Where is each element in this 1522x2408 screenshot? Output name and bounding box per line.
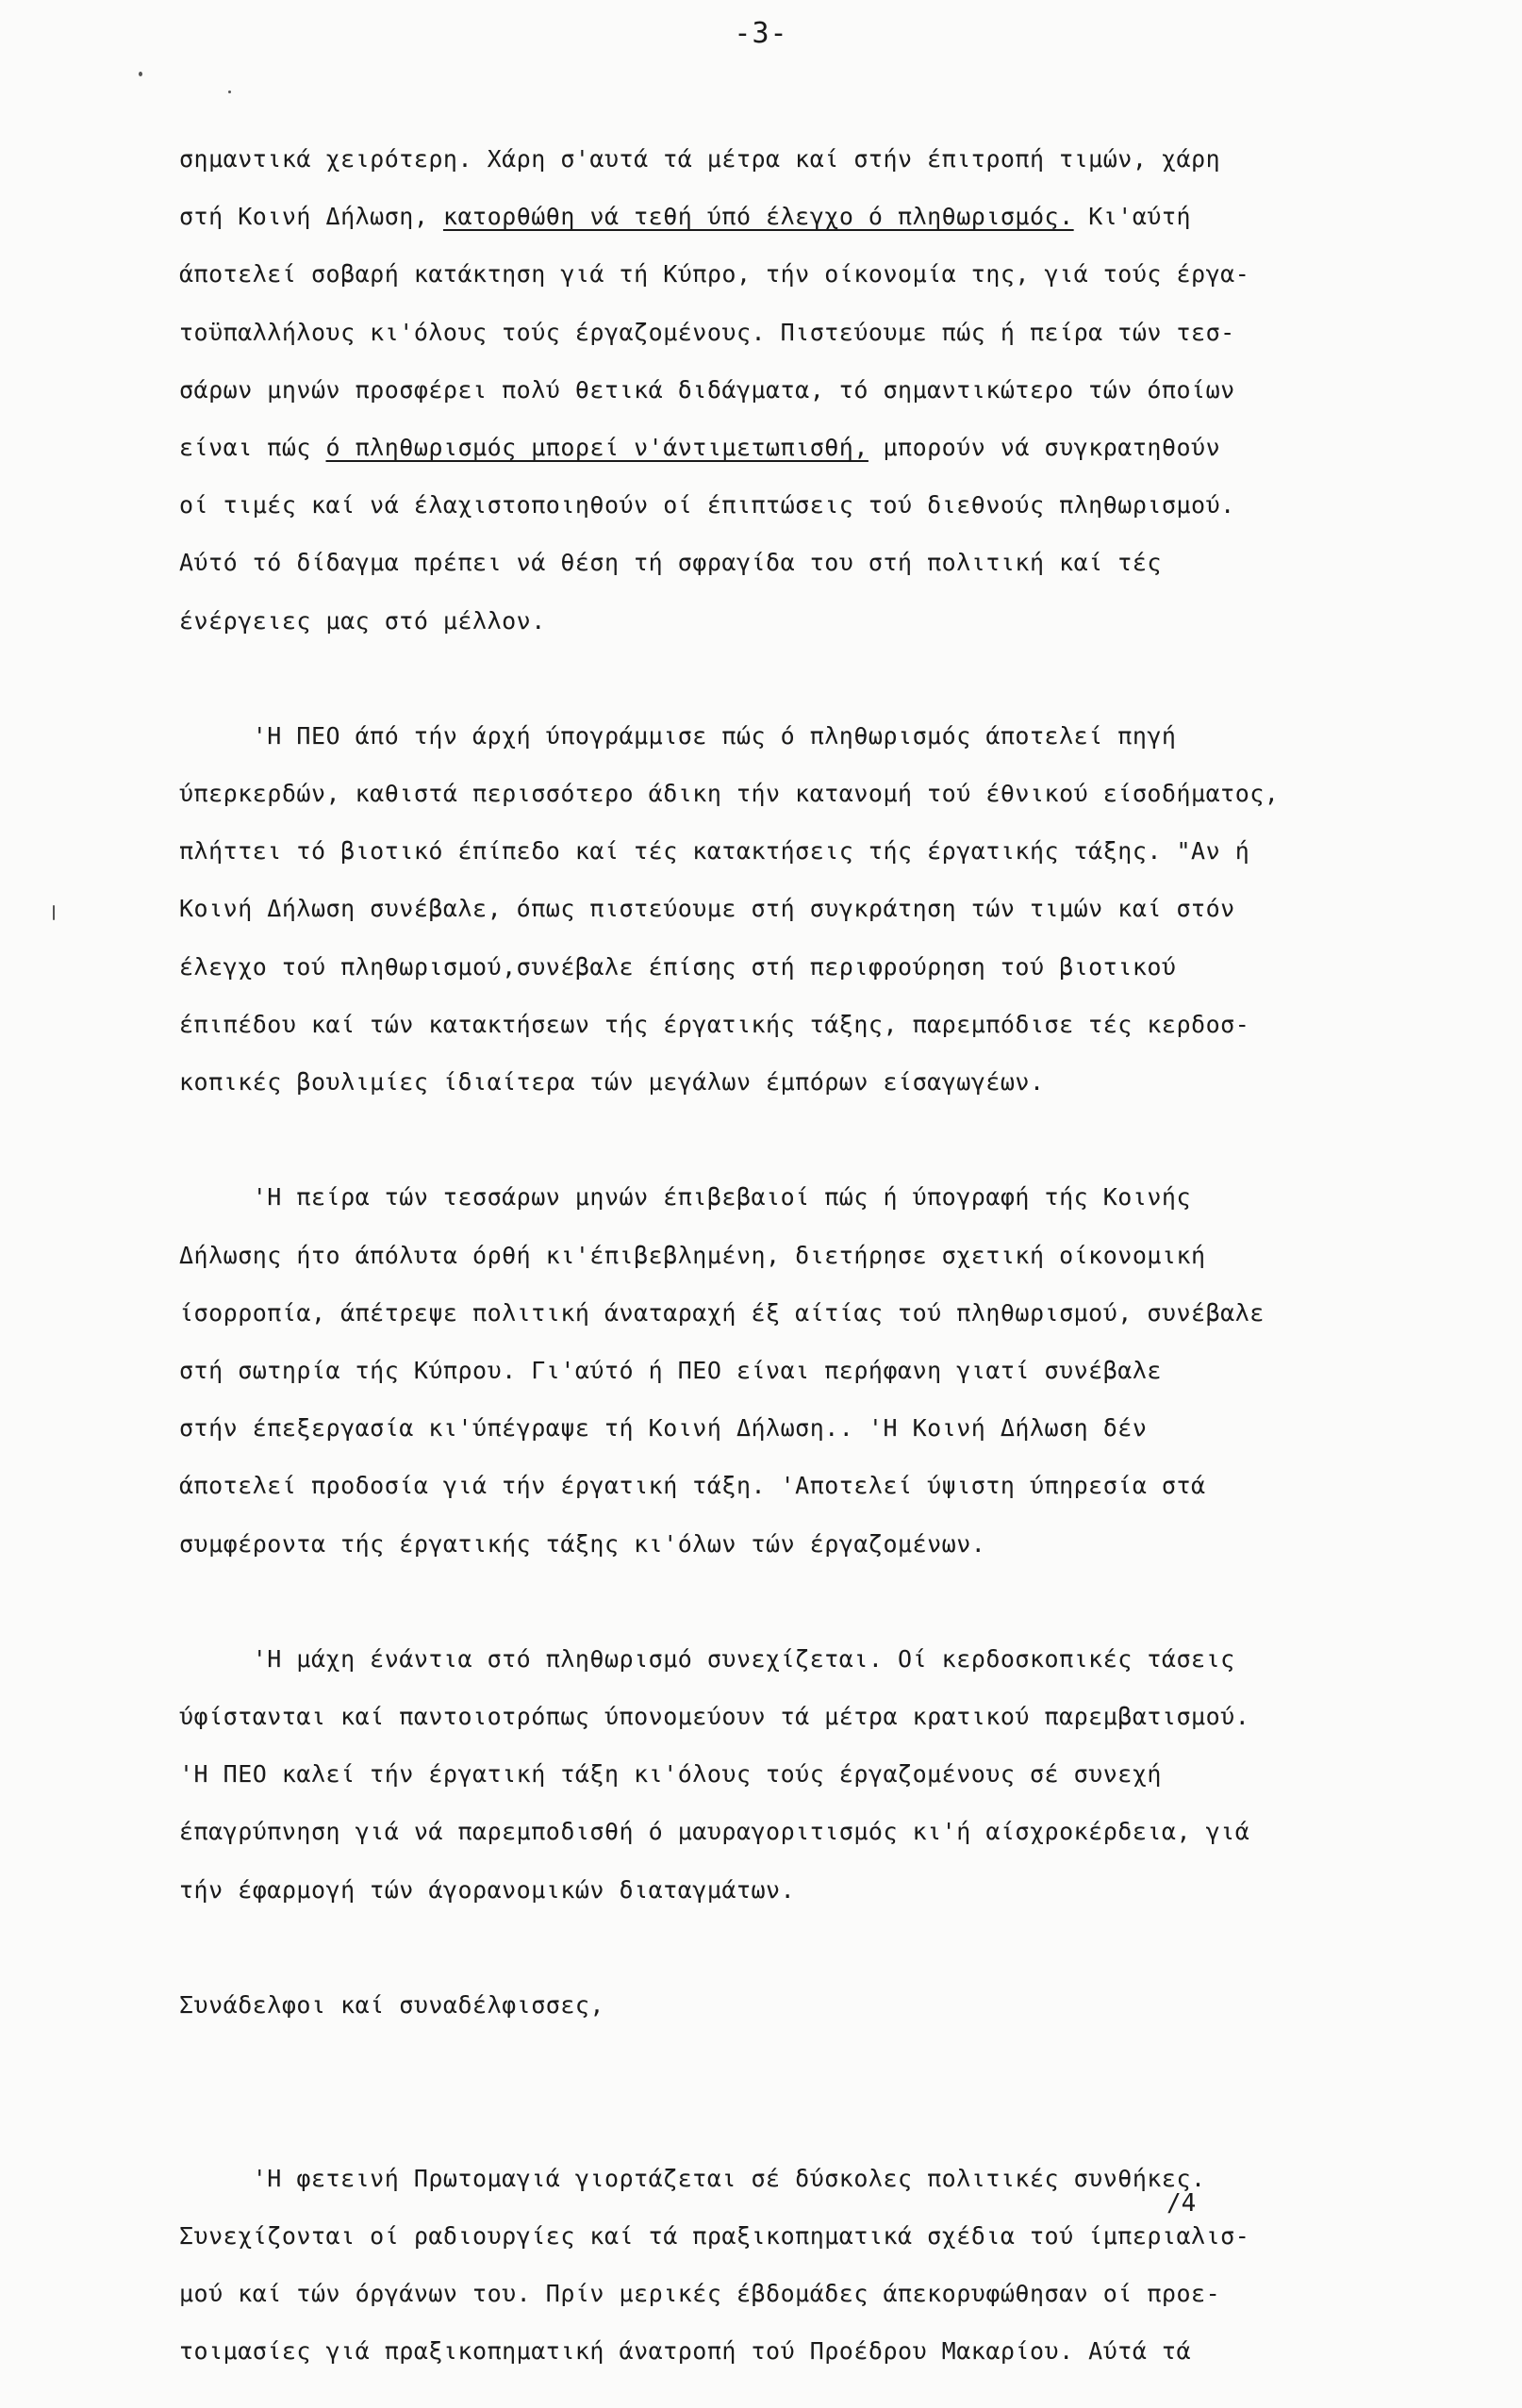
- text-segment: 'Η πείρα τών τεσσάρων μηνών έπιβεβαιοί πώς ή ύπογραφή τής Κοινής: [179, 1183, 1192, 1212]
- text-segment: οί τιμές καί νά έλαχιστοποιηθούν οί έπιπτώσεις τού διεθνούς πληθωρισμού.: [179, 491, 1235, 520]
- text-line: [179, 822, 1377, 880]
- page-number: -3-: [734, 17, 788, 50]
- text-segment: συμφέροντα τής έργατικής τάξης κι'όλων τών έργαζομένων.: [179, 1529, 986, 1558]
- text-segment: Δήλωσης ήτο άπόλυτα όρθή κι'έπιβεβλημένη, διετήρησε σχετική οίκονομική: [179, 1241, 1206, 1269]
- text-line: [179, 1515, 1377, 1573]
- text-line: [179, 1399, 1377, 1457]
- text-line: [179, 1284, 1377, 1342]
- text-segment: τοιμασίες γιά πραξικοπηματική άνατροπή τού Προέδρου Μακαρίου. Αύτά τά: [179, 2337, 1192, 2366]
- text-line: [179, 361, 1377, 419]
- text-line: [179, 707, 1377, 765]
- text-segment: Συνεχίζονται οί ραδιουργίες καί τά πραξικοπηματικά σχέδια τού ίμπεριαλισ-: [179, 2221, 1250, 2250]
- text-segment: Συνάδελφοι καί συναδέλφισσες,: [179, 1991, 604, 2019]
- text-segment: έλεγχο τού πληθωρισμού,συνέβαλε έπίσης στή περιφρούρηση τού βιοτικού: [179, 952, 1177, 981]
- text-segment: έπιπέδου καί τών κατακτήσεων τής έργατικής τάξης, παρεμπόδισε τές κερδοσ-: [179, 1010, 1250, 1038]
- scan-speck: [228, 91, 231, 93]
- text-line: [179, 534, 1377, 591]
- text-line: [179, 2322, 1377, 2380]
- text-segment: ύπερκερδών, καθιστά περισσότερο άδικη τήν κατανομή τού έθνικού είσοδήματος,: [179, 780, 1280, 808]
- text-line: [179, 1053, 1377, 1111]
- paragraph-gap: [179, 2091, 1377, 2149]
- text-line: [179, 592, 1377, 650]
- text-line: [179, 1861, 1377, 1919]
- text-line: [179, 1630, 1377, 1688]
- text-segment: τήν έφαρμογή τών άγορανομικών διαταγμάτων.: [179, 1875, 796, 1904]
- text-segment: 'Η φετεινή Πρωτομαγιά γιορτάζεται σέ δύσκολες πολιτικές συνθήκες.: [179, 2164, 1206, 2192]
- text-line: [179, 880, 1377, 937]
- text-segment: Κι'αύτή: [1073, 203, 1192, 231]
- text-line: [179, 2150, 1377, 2207]
- paragraph-gap: [179, 2034, 1377, 2091]
- text-line: [179, 245, 1377, 303]
- text-segment: είναι πώς: [179, 433, 326, 461]
- underlined-text: ό πληθωρισμός μπορεί ν'άντιμετωπισθή,: [325, 433, 869, 461]
- text-line: [179, 1457, 1377, 1514]
- text-line: [179, 1342, 1377, 1399]
- paragraph-gap: [179, 650, 1377, 707]
- text-segment: 'Η ΠΕΟ καλεί τήν έργατική τάξη κι'όλους τούς έργαζομένους σέ συνεχή: [179, 1760, 1162, 1789]
- text-line: [179, 1168, 1377, 1226]
- text-segment: πλήττει τό βιοτικό έπίπεδο καί τές κατακτήσεις τής έργατικής τάξης. "Αν ή: [179, 837, 1250, 866]
- text-segment: σάρων μηνών προσφέρει πολύ θετικά διδάγματα, τό σημαντικώτερο τών όποίων: [179, 375, 1235, 404]
- text-segment: άποτελεί σοβαρή κατάκτηση γιά τή Κύπρο, τήν οίκονομία της, γιά τούς έργα-: [179, 260, 1250, 289]
- text-line: [179, 419, 1377, 476]
- body-text: [179, 130, 1377, 2380]
- text-line: [179, 938, 1377, 996]
- text-segment: στήν έπεξεργασία κι'ύπέγραψε τή Κοινή Δήλωση.. 'Η Κοινή Δήλωση δέν: [179, 1414, 1148, 1443]
- text-segment: στή σωτηρία τής Κύπρου. Γι'αύτό ή ΠΕΟ είναι περήφανη γιατί συνέβαλε: [179, 1356, 1162, 1384]
- underlined-text: κατορθώθη νά τεθή ύπό έλεγχο ό πληθωρισμός.: [442, 203, 1074, 231]
- text-line: [179, 188, 1377, 245]
- text-segment: κοπικές βουλιμίες ίδιαίτερα τών μεγάλων έμπόρων είσαγωγέων.: [179, 1068, 1045, 1096]
- scan-speck: [139, 72, 142, 76]
- text-line: [179, 1803, 1377, 1860]
- text-segment: στή Κοινή Δήλωση,: [179, 203, 443, 231]
- text-line: [179, 996, 1377, 1053]
- text-line: [179, 304, 1377, 361]
- text-segment: σημαντικά χειρότερη. Χάρη σ'αυτά τά μέτρα καί στήν έπιτροπή τιμών, χάρη: [179, 145, 1221, 173]
- text-segment: 'Η μάχη ένάντια στό πληθωρισμό συνεχίζεται. Οί κερδοσκοπικές τάσεις: [179, 1644, 1235, 1673]
- continuation-marker: /4: [1166, 2189, 1197, 2218]
- text-segment: Αύτό τό δίδαγμα πρέπει νά θέση τή σφραγίδα του στή πολιτική καί τές: [179, 549, 1162, 577]
- text-line: [179, 1688, 1377, 1745]
- scan-speck: [53, 905, 55, 920]
- text-line: [179, 130, 1377, 188]
- text-segment: μπορούν νά συγκρατηθούν: [868, 433, 1221, 461]
- paragraph-gap: [179, 1919, 1377, 1976]
- text-segment: Κοινή Δήλωση συνέβαλε, όπως πιστεύουμε στή συγκράτηση τών τιμών καί στόν: [179, 895, 1235, 923]
- paragraph-gap: [179, 1111, 1377, 1168]
- text-segment: έπαγρύπνηση γιά νά παρεμποδισθή ό μαυραγοριτισμός κι'ή αίσχροκέρδεια, γιά: [179, 1818, 1250, 1846]
- text-line: [179, 2207, 1377, 2265]
- text-segment: άποτελεί προδοσία γιά τήν έργατική τάξη. 'Αποτελεί ύψιστη ύπηρεσία στά: [179, 1472, 1206, 1500]
- text-segment: ένέργειες μας στό μέλλον.: [179, 606, 546, 635]
- text-line: [179, 2265, 1377, 2322]
- text-line: [179, 1227, 1377, 1284]
- text-line: [179, 765, 1377, 822]
- text-segment: ύφίστανται καί παντοιοτρόπως ύπονομεύουν τά μέτρα κρατικού παρεμβατισμού.: [179, 1703, 1250, 1731]
- paragraph-gap: [179, 1573, 1377, 1630]
- text-segment: ίσορροπία, άπέτρεψε πολιτική άναταραχή έξ αίτίας τού πληθωρισμού, συνέβαλε: [179, 1298, 1265, 1327]
- text-segment: 'Η ΠΕΟ άπό τήν άρχή ύπογράμμισε πώς ό πληθωρισμός άποτελεί πηγή: [179, 721, 1177, 750]
- text-segment: τοϋπαλλήλους κι'όλους τούς έργαζομένους. Πιστεύουμε πώς ή πείρα τών τεσ-: [179, 318, 1235, 346]
- text-line: [179, 1976, 1377, 2034]
- text-line: [179, 1745, 1377, 1803]
- text-line: [179, 476, 1377, 534]
- text-segment: μού καί τών όργάνων του. Πρίν μερικές έβδομάδες άπεκορυφώθησαν οί προε-: [179, 2279, 1221, 2307]
